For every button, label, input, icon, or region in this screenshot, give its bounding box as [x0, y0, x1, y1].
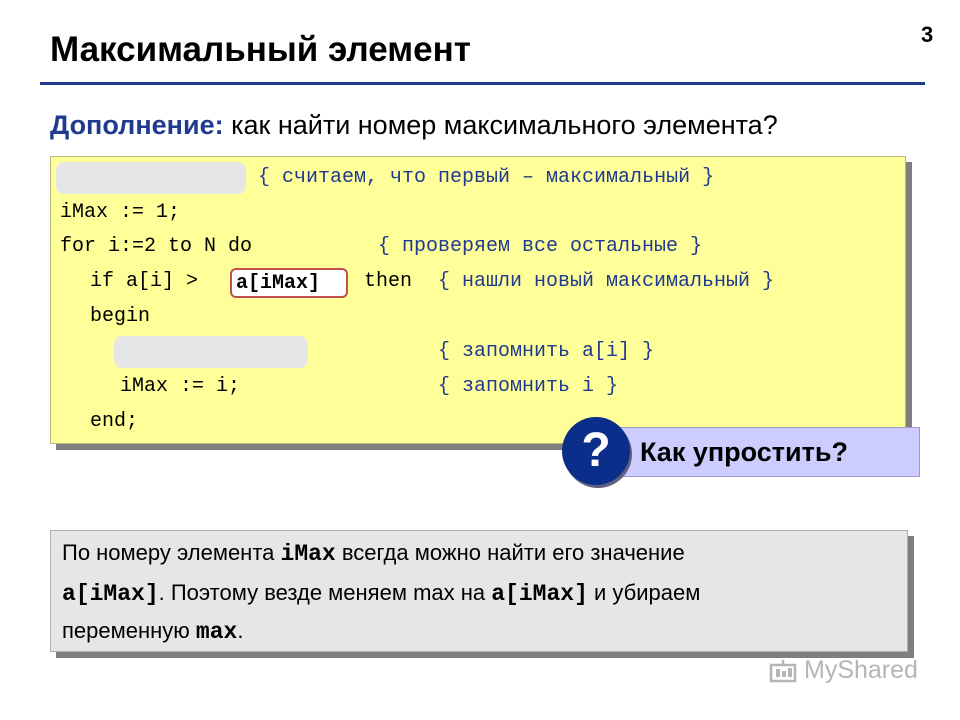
note-text: По номеру элемента — [62, 540, 281, 565]
question-text: Как упростить? — [640, 437, 848, 467]
code-comment-line6: { запомнить a[i] } — [438, 340, 655, 363]
code-box — [50, 156, 906, 444]
note-code: a[iMax] — [491, 581, 588, 607]
code-comment-line3: { проверяем все остальные } — [378, 235, 703, 258]
subtitle — [50, 110, 778, 141]
note-code: a[iMax] — [62, 581, 159, 607]
page-number: 3 — [921, 22, 934, 47]
subtitle-text: как найти номер максимального элемента? — [223, 110, 778, 140]
code-line-4: if a[i] > — [90, 270, 199, 293]
highlight-code: a[iMax] — [236, 272, 321, 295]
slide-title: Максимальный элемент — [50, 30, 471, 69]
note-code: max — [195, 619, 238, 645]
title-divider — [40, 82, 925, 85]
note-text: . Поэтому везде меняем max на — [158, 580, 492, 605]
hidden-code-blank-1 — [56, 162, 246, 194]
hidden-code-blank-2 — [114, 336, 308, 368]
note-line-3 — [62, 618, 243, 645]
note-code: iMax — [280, 541, 336, 567]
code-then: then — [364, 270, 413, 293]
presentation-icon — [768, 659, 798, 687]
code-line-8: end; — [90, 410, 139, 433]
note-text: всегда можно найти его значение — [335, 540, 685, 565]
watermark-logo: MyShared — [804, 656, 918, 684]
subtitle-lead: Дополнение: — [50, 110, 224, 140]
code-line-3: for i:=2 to N do — [60, 235, 253, 258]
code-comment-line7: { запомнить i } — [438, 375, 619, 398]
code-line-7: iMax := i; — [120, 375, 241, 398]
code-line-2: iMax := 1; — [60, 201, 181, 224]
code-comment-line4: { нашли новый максимальный } — [438, 270, 775, 293]
code-line-5: begin — [90, 305, 151, 328]
note-text: . — [237, 618, 244, 643]
note-line-1 — [62, 540, 685, 567]
note-line-2 — [62, 580, 700, 607]
note-text: переменную — [62, 618, 196, 643]
code-comment-line1: { считаем, что первый – максимальный } — [258, 166, 715, 189]
question-mark-glyph: ? — [581, 424, 611, 477]
note-text: и убираем — [587, 580, 701, 605]
